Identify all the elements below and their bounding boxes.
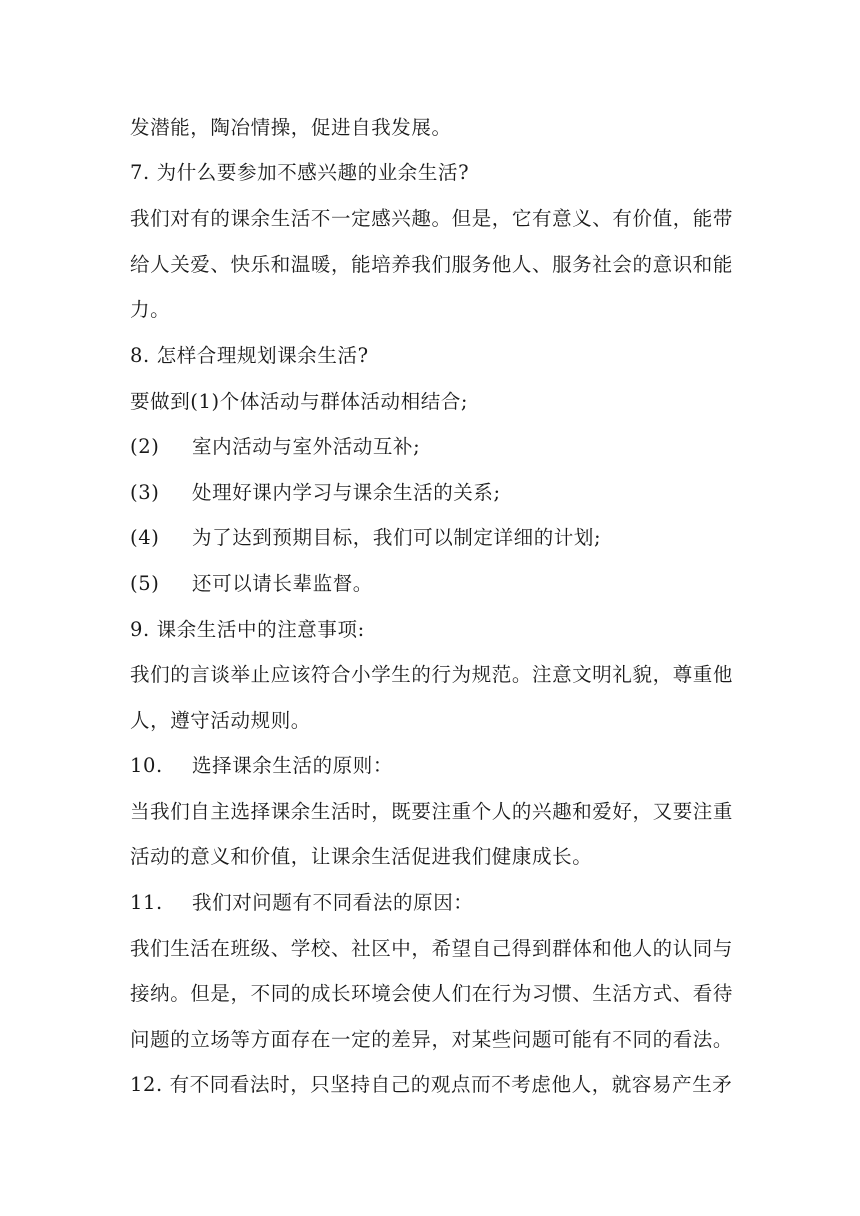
text-line: 力。 — [130, 298, 171, 321]
heading-text: 选择课余生活的原则： — [192, 754, 394, 777]
text-line: 我们生活在班级、学校、社区中，希望自己得到群体和他人的认同与 — [130, 937, 734, 960]
list-item-text: 室内活动与室外活动互补; — [192, 435, 421, 458]
heading-text: 我们对问题有不同看法的原因： — [192, 891, 474, 914]
heading-number: 11. — [130, 891, 163, 914]
list-item — [130, 524, 750, 552]
text-line: 我们的言谈举止应该符合小学生的行为规范。注意文明礼貌，尊重他 — [130, 663, 734, 686]
text-line: 给人关爱、快乐和温暖，能培养我们服务他人、服务社会的意识和能 — [130, 253, 734, 276]
question-heading-7: 7. 为什么要参加不感兴趣的业余生活? — [130, 161, 470, 184]
text-line: 当我们自主选择课余生活时，既要注重个人的兴趣和爱好，又要注重 — [130, 800, 734, 823]
list-item — [130, 570, 750, 598]
question-heading-11 — [130, 889, 750, 917]
text-line: 要做到(1)个体活动与群体活动相结合; — [130, 390, 469, 413]
list-item-text: 还可以请长辈监督。 — [192, 572, 373, 595]
list-item — [130, 479, 750, 507]
list-item — [130, 433, 750, 461]
question-heading-9: 9. 课余生活中的注意事项: — [130, 618, 365, 641]
text-line: 活动的意义和价值，让课余生活促进我们健康成长。 — [130, 845, 593, 868]
list-marker: (4) — [130, 526, 160, 549]
text-line: 问题的立场等方面存在一定的差异，对某些问题可能有不同的看法。 — [130, 1028, 734, 1051]
question-heading-12: 12. 有不同看法时，只坚持自己的观点而不考虑他人，就容易产生矛 — [130, 1073, 733, 1096]
list-item-text: 为了达到预期目标，我们可以制定详细的计划; — [192, 526, 602, 549]
text-line: 接纳。但是，不同的成长环境会使人们在行为习惯、生活方式、看待 — [130, 982, 734, 1005]
question-heading-10 — [130, 752, 750, 780]
heading-number: 10. — [130, 754, 163, 777]
question-heading-8: 8. 怎样合理规划课余生活? — [130, 344, 369, 367]
list-marker: (2) — [130, 435, 160, 458]
list-item-text: 处理好课内学习与课余生活的关系; — [192, 481, 501, 504]
text-line: 人，遵守活动规则。 — [130, 709, 311, 732]
list-marker: (3) — [130, 481, 160, 504]
list-marker: (5) — [130, 572, 160, 595]
text-line: 我们对有的课余生活不一定感兴趣。但是，它有意义、有价值，能带 — [130, 207, 734, 230]
text-line: 发潜能，陶冶情操，促进自我发展。 — [130, 116, 452, 139]
